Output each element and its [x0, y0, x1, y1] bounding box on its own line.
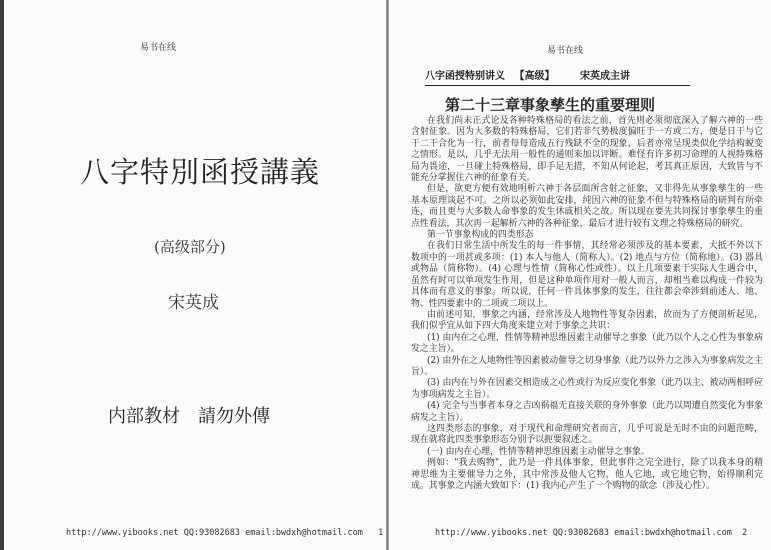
- book-subtitle: (高级部分): [154, 238, 226, 256]
- course-title: 八字函授特别讲义: [425, 71, 505, 82]
- body-text: [411, 116, 763, 492]
- book-author: 宋英成: [168, 293, 219, 313]
- paragraph: (1) 由内在之心理，性情等精神思维因素主动催导之事象（此乃以个人之心性为事象病发之主旨）。: [411, 332, 763, 355]
- chapter-title: 第二十三章事象孳生的重要理则: [445, 96, 656, 114]
- footer-text: http://www.yibooks.net QQ:93082683 email:bwdxh@hotmail.com: [66, 528, 363, 538]
- page-number: 2: [742, 528, 748, 538]
- page-header: 易书在线: [140, 43, 177, 53]
- paragraph: (一) 由内在心理，性情等精神思维因素主动催导之事象。: [427, 446, 650, 457]
- paragraph: 例如："我去购物"，此乃是一件具体事象，但此事件之完全进行，除了以我本身的精神思维为主要催导力之外，其中常涉及他人它物，他人它地，或它地它物，始得顺利完成。其事象之内涵大致如下：(1) 我内心产生了一个购物的欲念（涉及心性）。: [411, 458, 763, 491]
- left-page: [4, 0, 386, 550]
- paragraph: 但是，欲更方便有效地明析六神于各层面所含射之征象，又非得先从事象孳生的一些基本原理谈起不可。之所以必须如此安排，纯因六神的征象不但与特殊格局的研判有所牵连，而且更与大多数人命事象的发生休戚相关之故。所以现在要先共同探讨事象孳生的重点性看法，其次再一起解析六神的各种征象，最后才进行较有文理之特殊格局的研究。: [411, 184, 763, 229]
- book-title: 八字特別函授講義: [80, 155, 321, 189]
- paragraph: 在我们尚未正式论及各种特殊格局的看法之前，首先则必须彻底深入了解六神的一些含射征象。因为大多数的特殊格局，它们若非气势极度偏旺于一方或二方，便是日干与它干二干合化为一行，前者每每造成五行残缺不全的现象，后者亦常呈现类似化学结构蜕变之情形。是以，几乎无法用一般性的通则来加以评断。难怪有许多初习命理的人视特殊格局为畏途，一旦碰上特殊格局，即手足无措，不知从何论起，考其真正原因，大致皆与不能充分掌握住六神的征象有关。: [411, 116, 763, 184]
- distribution-notice: 内部教材 請勿外傳: [108, 406, 270, 427]
- paragraph: 在我们日常生活中所发生的每一件事情，其经常必须涉及的基本要素，大抵不外以下数项中的一项甚或多项：(1) 本人与他人（简称人）。(2) 地点与方位（简称地）。(3) 器具或物品（简称物）。(4) 心理与性情（简称心性或性）。以上几项要素于实际人生遇合中，虽然有时可以单项发生作用，但是这种单项作用对一般人而言，却相当难以构成一件较为具体而有意义的事象。所以说，任何一件具体事象的发生，往往都会牵涉到前述人、地、物、性四要素中的二项或二项以上。: [411, 241, 763, 309]
- page-number: 1: [378, 528, 384, 538]
- course-level: 【高级】: [514, 71, 555, 82]
- section-heading: 第一节事象构成的四类形态: [427, 230, 534, 241]
- paragraph: (3) 由内在与外在因素交相造成之心性或行为反应变化事象（此乃以主、被动两相呼应为事项病发之主旨）。: [411, 378, 763, 400]
- page-footer: [435, 528, 747, 538]
- lecturer: 宋英成主讲: [579, 71, 630, 82]
- paragraph: 由前述可知，事象之内涵，经常涉及人地物性等复杂因素，故而为了方便剖析起见，我们似乎宜从如下四大角度来建立对于事象之共识：: [411, 309, 763, 332]
- paragraph: (4) 完全与当事者本身之吉凶祸福无直接关联的身外事象（此乃以周遭自然变化为事象病发之主旨）。: [411, 401, 763, 423]
- page-footer: [66, 528, 383, 538]
- paragraph: 这四类形态的事象，对于现代和命理研究者而言，几乎可说是无时不由的问题范畴，现在就将此四类事象形态分别予以扼要叙述之。: [411, 423, 763, 446]
- page-header: 易书在线: [547, 46, 584, 56]
- right-page: [389, 0, 771, 550]
- course-header: [425, 67, 690, 86]
- footer-text: http://www.yibooks.net QQ:93082683 email:bwdxh@hotmail.com: [435, 528, 732, 538]
- paragraph: (2) 由外在之人地物性等因素被动催导之切身事象（此乃以外力之涉入为事象病发之主旨）。: [411, 355, 763, 377]
